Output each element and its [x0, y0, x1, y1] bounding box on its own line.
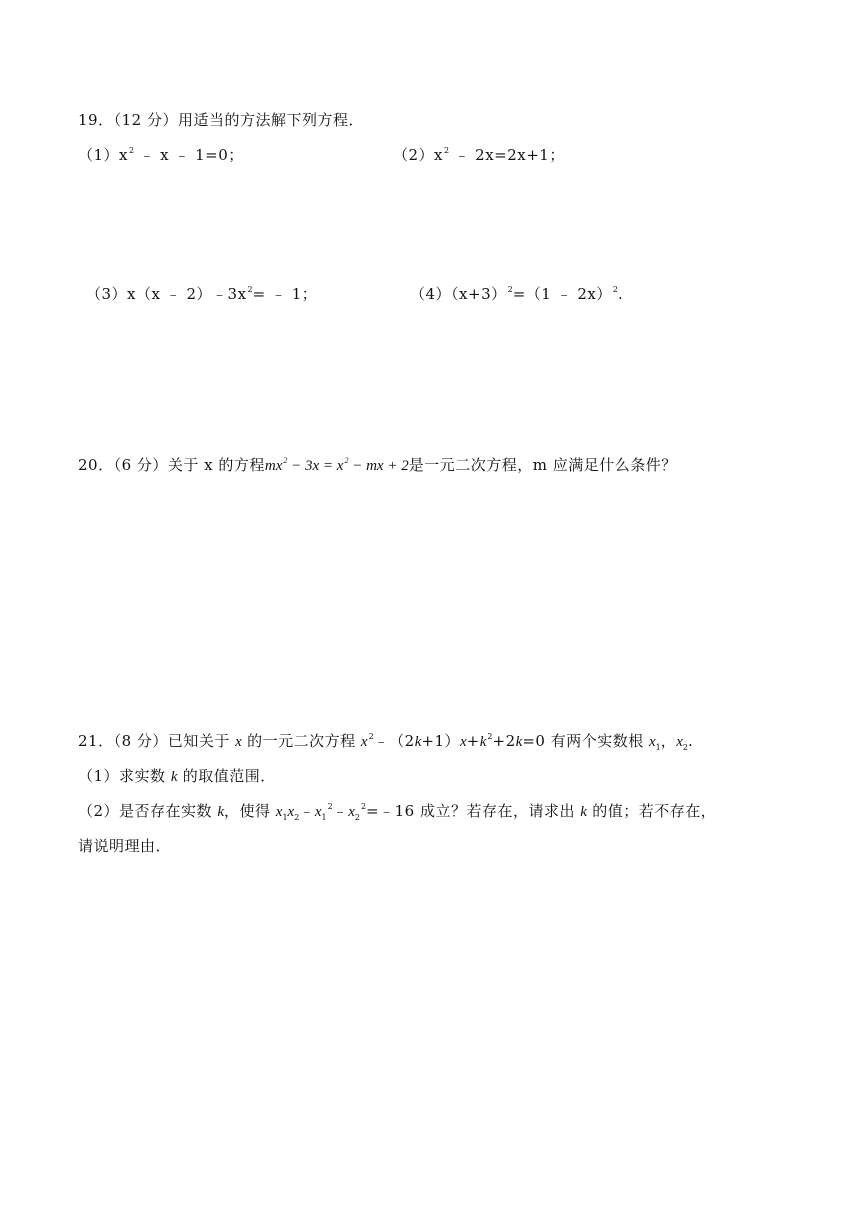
- q20-eq-b: − 3x = x: [287, 458, 344, 474]
- q21-l3-s4: 2: [354, 813, 360, 822]
- q21-l1-x2: x: [360, 734, 368, 750]
- q21-l1-t9: .: [688, 732, 694, 750]
- question-21-line-1: [78, 731, 693, 754]
- q21-l3-s2: 2: [294, 813, 300, 822]
- q21-l1-t4: +1）: [421, 732, 460, 750]
- q19-p1-prefix: （1）x: [78, 146, 129, 164]
- q19-p1-rest: ﹣ x ﹣ 1=0；: [134, 146, 244, 164]
- q21-l3-s1: 1: [282, 813, 288, 822]
- q19-p2-prefix: （2）x: [393, 146, 444, 164]
- q21-l1-t3: ﹣（2: [373, 732, 415, 750]
- q21-l1-t6: +2: [492, 732, 516, 750]
- q21-l1-x3: x: [460, 734, 467, 750]
- q19-p2-sup: 2: [444, 146, 450, 155]
- q19-p3-prefix: （3）x（x ﹣ 2）﹣3x: [86, 285, 247, 303]
- question-21-line-3: [78, 801, 716, 824]
- question-21-line-4: 请说明理由．: [78, 837, 172, 855]
- q21-l1-s2: 2: [368, 732, 374, 741]
- q20-eq-a: mx: [264, 458, 283, 474]
- q21-l2-t1: （1）求实数: [78, 767, 171, 785]
- q21-l3-x3: x: [314, 804, 322, 820]
- q20-eq-sb: 2: [344, 456, 349, 465]
- question-19-part-3: [86, 284, 317, 307]
- q21-l2-t2: 的取值范围．: [177, 767, 276, 785]
- q21-l3-t1: （2）是否存在实数: [78, 802, 218, 820]
- q21-l3-x2: x: [287, 804, 295, 820]
- q19-p4-mid: =（1 ﹣ 2x）: [512, 285, 612, 303]
- q21-l1-k3: k: [515, 734, 523, 750]
- q21-l3-t6: 的值；若不存在，: [586, 802, 717, 820]
- q19-p2-rest: ﹣ 2x=2x+1；: [449, 146, 565, 164]
- q21-l3-t2: ，使得: [223, 802, 276, 820]
- q21-l1-suba: 1: [655, 743, 661, 752]
- q20-eq-c: − mx + 2: [348, 458, 409, 474]
- q21-l3-t5: =﹣16 成立？若存在，请求出: [366, 802, 581, 820]
- q19-p1-sup: 2: [129, 146, 135, 155]
- q21-l3-k: k: [217, 804, 224, 820]
- question-19-part-1: [78, 145, 244, 168]
- q21-l1-xa: x: [648, 734, 656, 750]
- q21-l1-xb: x: [676, 734, 683, 750]
- q21-l3-k2: k: [580, 804, 587, 820]
- q21-l3-t3: ﹣: [299, 802, 315, 820]
- question-21-line-2: [78, 766, 276, 787]
- q19-p4-prefix: （4）（x+3）: [410, 285, 507, 303]
- q21-l3-p3: 2: [327, 802, 333, 811]
- q20-after: 是一元二次方程，m 应满足什么条件？: [408, 456, 677, 474]
- q21-l1-x: x: [235, 734, 242, 750]
- q21-l1-t7: =0 有两个实数根: [522, 732, 649, 750]
- question-19-part-4: [410, 284, 623, 307]
- q21-l3-x4: x: [348, 804, 355, 820]
- q21-l1-k1: k: [414, 734, 422, 750]
- q20-equation: [265, 458, 409, 474]
- q19-p3-sup: 2: [247, 285, 253, 294]
- q21-l3-t4: ﹣: [332, 802, 349, 820]
- q21-l3-x1: x: [275, 804, 283, 820]
- q21-l1-t1: 21．（8 分）已知关于: [78, 732, 236, 750]
- q19-p3-rest: = ﹣ 1；: [252, 285, 318, 303]
- question-20: [78, 455, 677, 478]
- q21-l1-t5: +: [466, 732, 480, 750]
- q21-l3-p4: 2: [360, 802, 367, 811]
- q21-l3-s3: 1: [321, 813, 327, 822]
- q21-l2-k: k: [170, 769, 178, 785]
- q21-l1-t2: 的一元二次方程: [241, 732, 361, 750]
- q19-p4-end: .: [617, 285, 624, 303]
- question-19-header: 19．（12 分）用适当的方法解下列方程．: [78, 111, 364, 129]
- question-19-part-2: [393, 145, 565, 168]
- q19-p4-sup2: 2: [612, 285, 618, 294]
- q21-l1-subb: 2: [682, 743, 689, 752]
- q20-before: 20．（6 分）关于 x 的方程: [78, 456, 265, 474]
- q21-l1-k2: k: [479, 734, 487, 750]
- q21-l1-s3: 2: [487, 732, 493, 741]
- q20-eq-sa: 2: [283, 456, 288, 465]
- q19-p4-sup1: 2: [507, 285, 513, 294]
- q21-l1-t8: ，: [660, 732, 677, 750]
